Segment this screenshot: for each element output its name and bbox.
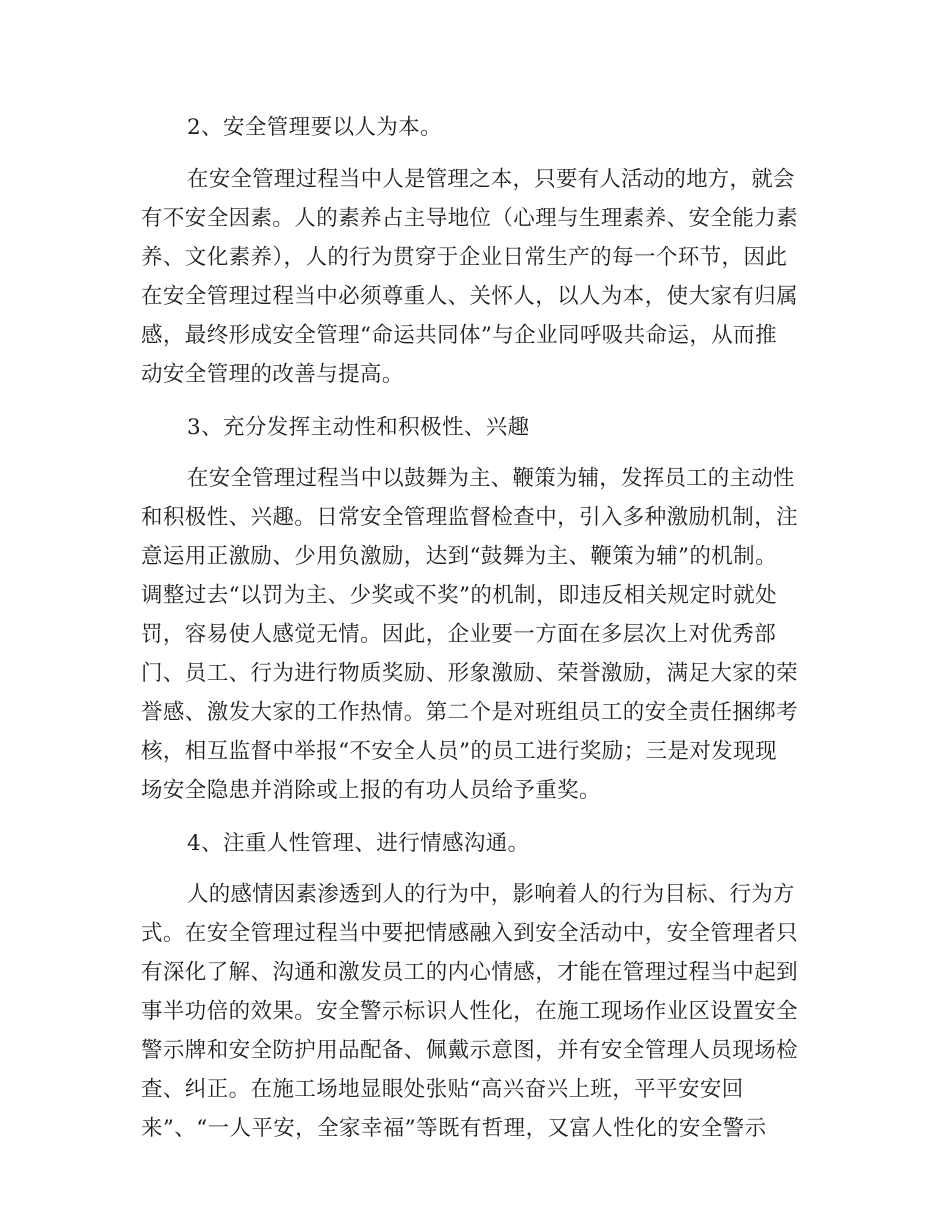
paragraph-text: 誉感、激发大家的工作热情。第二个是对班组员工的安全责任捆绑考 <box>141 700 799 725</box>
text-line <box>0 615 950 655</box>
heading-text: 4、注重人性管理、进行情感沟通。 <box>187 831 530 856</box>
paragraph-text: 查、纠正。在施工场地显眼处张贴“高兴奋兴上班，平平安安回 <box>141 1077 744 1102</box>
text-line <box>0 498 950 538</box>
paragraph-text: 和积极性、兴趣。日常安全管理监督检查中，引入多种激励机制，注 <box>141 505 799 530</box>
text-line <box>0 459 950 499</box>
text-line <box>0 576 950 616</box>
text-line <box>0 238 950 278</box>
text-line <box>0 953 950 993</box>
paragraph-text: 警示牌和安全防护用品配备、佩戴示意图，并有安全管理人员现场检 <box>141 1038 799 1063</box>
text-line <box>0 875 950 915</box>
text-line <box>0 992 950 1032</box>
paragraph-text: 事半功倍的效果。安全警示标识人性化，在施工现场作业区设置安全 <box>141 999 799 1024</box>
text-line <box>0 199 950 239</box>
paragraph-text: 在安全管理过程当中以鼓舞为主、鞭策为辅，发挥员工的主动性 <box>187 466 795 491</box>
paragraph-text: 门、员工、行为进行物质奖励、形象激励、荣誉激励，满足大家的荣 <box>141 661 799 686</box>
heading-line <box>0 108 950 148</box>
heading-text: 3、充分发挥主动性和积极性、兴趣 <box>187 415 530 440</box>
text-line <box>0 1031 950 1071</box>
text-line <box>0 277 950 317</box>
paragraph-text: 意运用正激励、少用负激励，达到“鼓舞为主、鞭策为辅”的机制。 <box>141 544 777 569</box>
text-line <box>0 732 950 772</box>
heading-text: 2、安全管理要以人为本。 <box>187 115 442 140</box>
paragraph-text: 在安全管理过程当中人是管理之本，只要有人活动的地方，就会 <box>187 167 795 192</box>
paragraph-text: 有不安全因素。人的素养占主导地位（心理与生理素养、安全能力素 <box>141 206 799 231</box>
text-line <box>0 771 950 811</box>
paragraph-text: 罚，容易使人感觉无情。因此，企业要一方面在多层次上对优秀部 <box>141 622 777 647</box>
paragraph-text: 来”、“一人平安，全家幸福”等既有哲理，又富人性化的安全警示 <box>141 1116 767 1141</box>
heading-line <box>0 408 950 448</box>
paragraph-text: 在安全管理过程当中必须尊重人、关怀人，以人为本，使大家有归属 <box>141 284 799 309</box>
text-line <box>0 693 950 733</box>
text-line <box>0 654 950 694</box>
text-line <box>0 1070 950 1110</box>
text-line <box>0 1109 950 1149</box>
paragraph-text: 感，最终形成安全管理“命运共同体”与企业同呼吸共命运，从而推 <box>141 323 777 348</box>
paragraph-text: 动安全管理的改善与提高。 <box>141 362 404 387</box>
text-line <box>0 914 950 954</box>
paragraph-text: 式。在安全管理过程当中要把情感融入到安全活动中，安全管理者只 <box>141 921 799 946</box>
paragraph-text: 有深化了解、沟通和激发员工的内心情感，才能在管理过程当中起到 <box>141 960 799 985</box>
text-line <box>0 316 950 356</box>
text-line <box>0 160 950 200</box>
paragraph-text: 核，相互监督中举报“不安全人员”的员工进行奖励；三是对发现现 <box>141 739 777 764</box>
text-line <box>0 537 950 577</box>
paragraph-text: 养、文化素养），人的行为贯穿于企业日常生产的每一个环节，因此 <box>141 245 788 270</box>
paragraph-text: 场安全隐患并消除或上报的有功人员给予重奖。 <box>141 778 601 803</box>
paragraph-text: 调整过去“以罚为主、少奖或不奖”的机制，即违反相关规定时就处 <box>141 583 777 608</box>
paragraph-text: 人的感情因素渗透到人的行为中，影响着人的行为目标、行为方 <box>187 882 795 907</box>
heading-line <box>0 824 950 864</box>
text-line <box>0 355 950 395</box>
